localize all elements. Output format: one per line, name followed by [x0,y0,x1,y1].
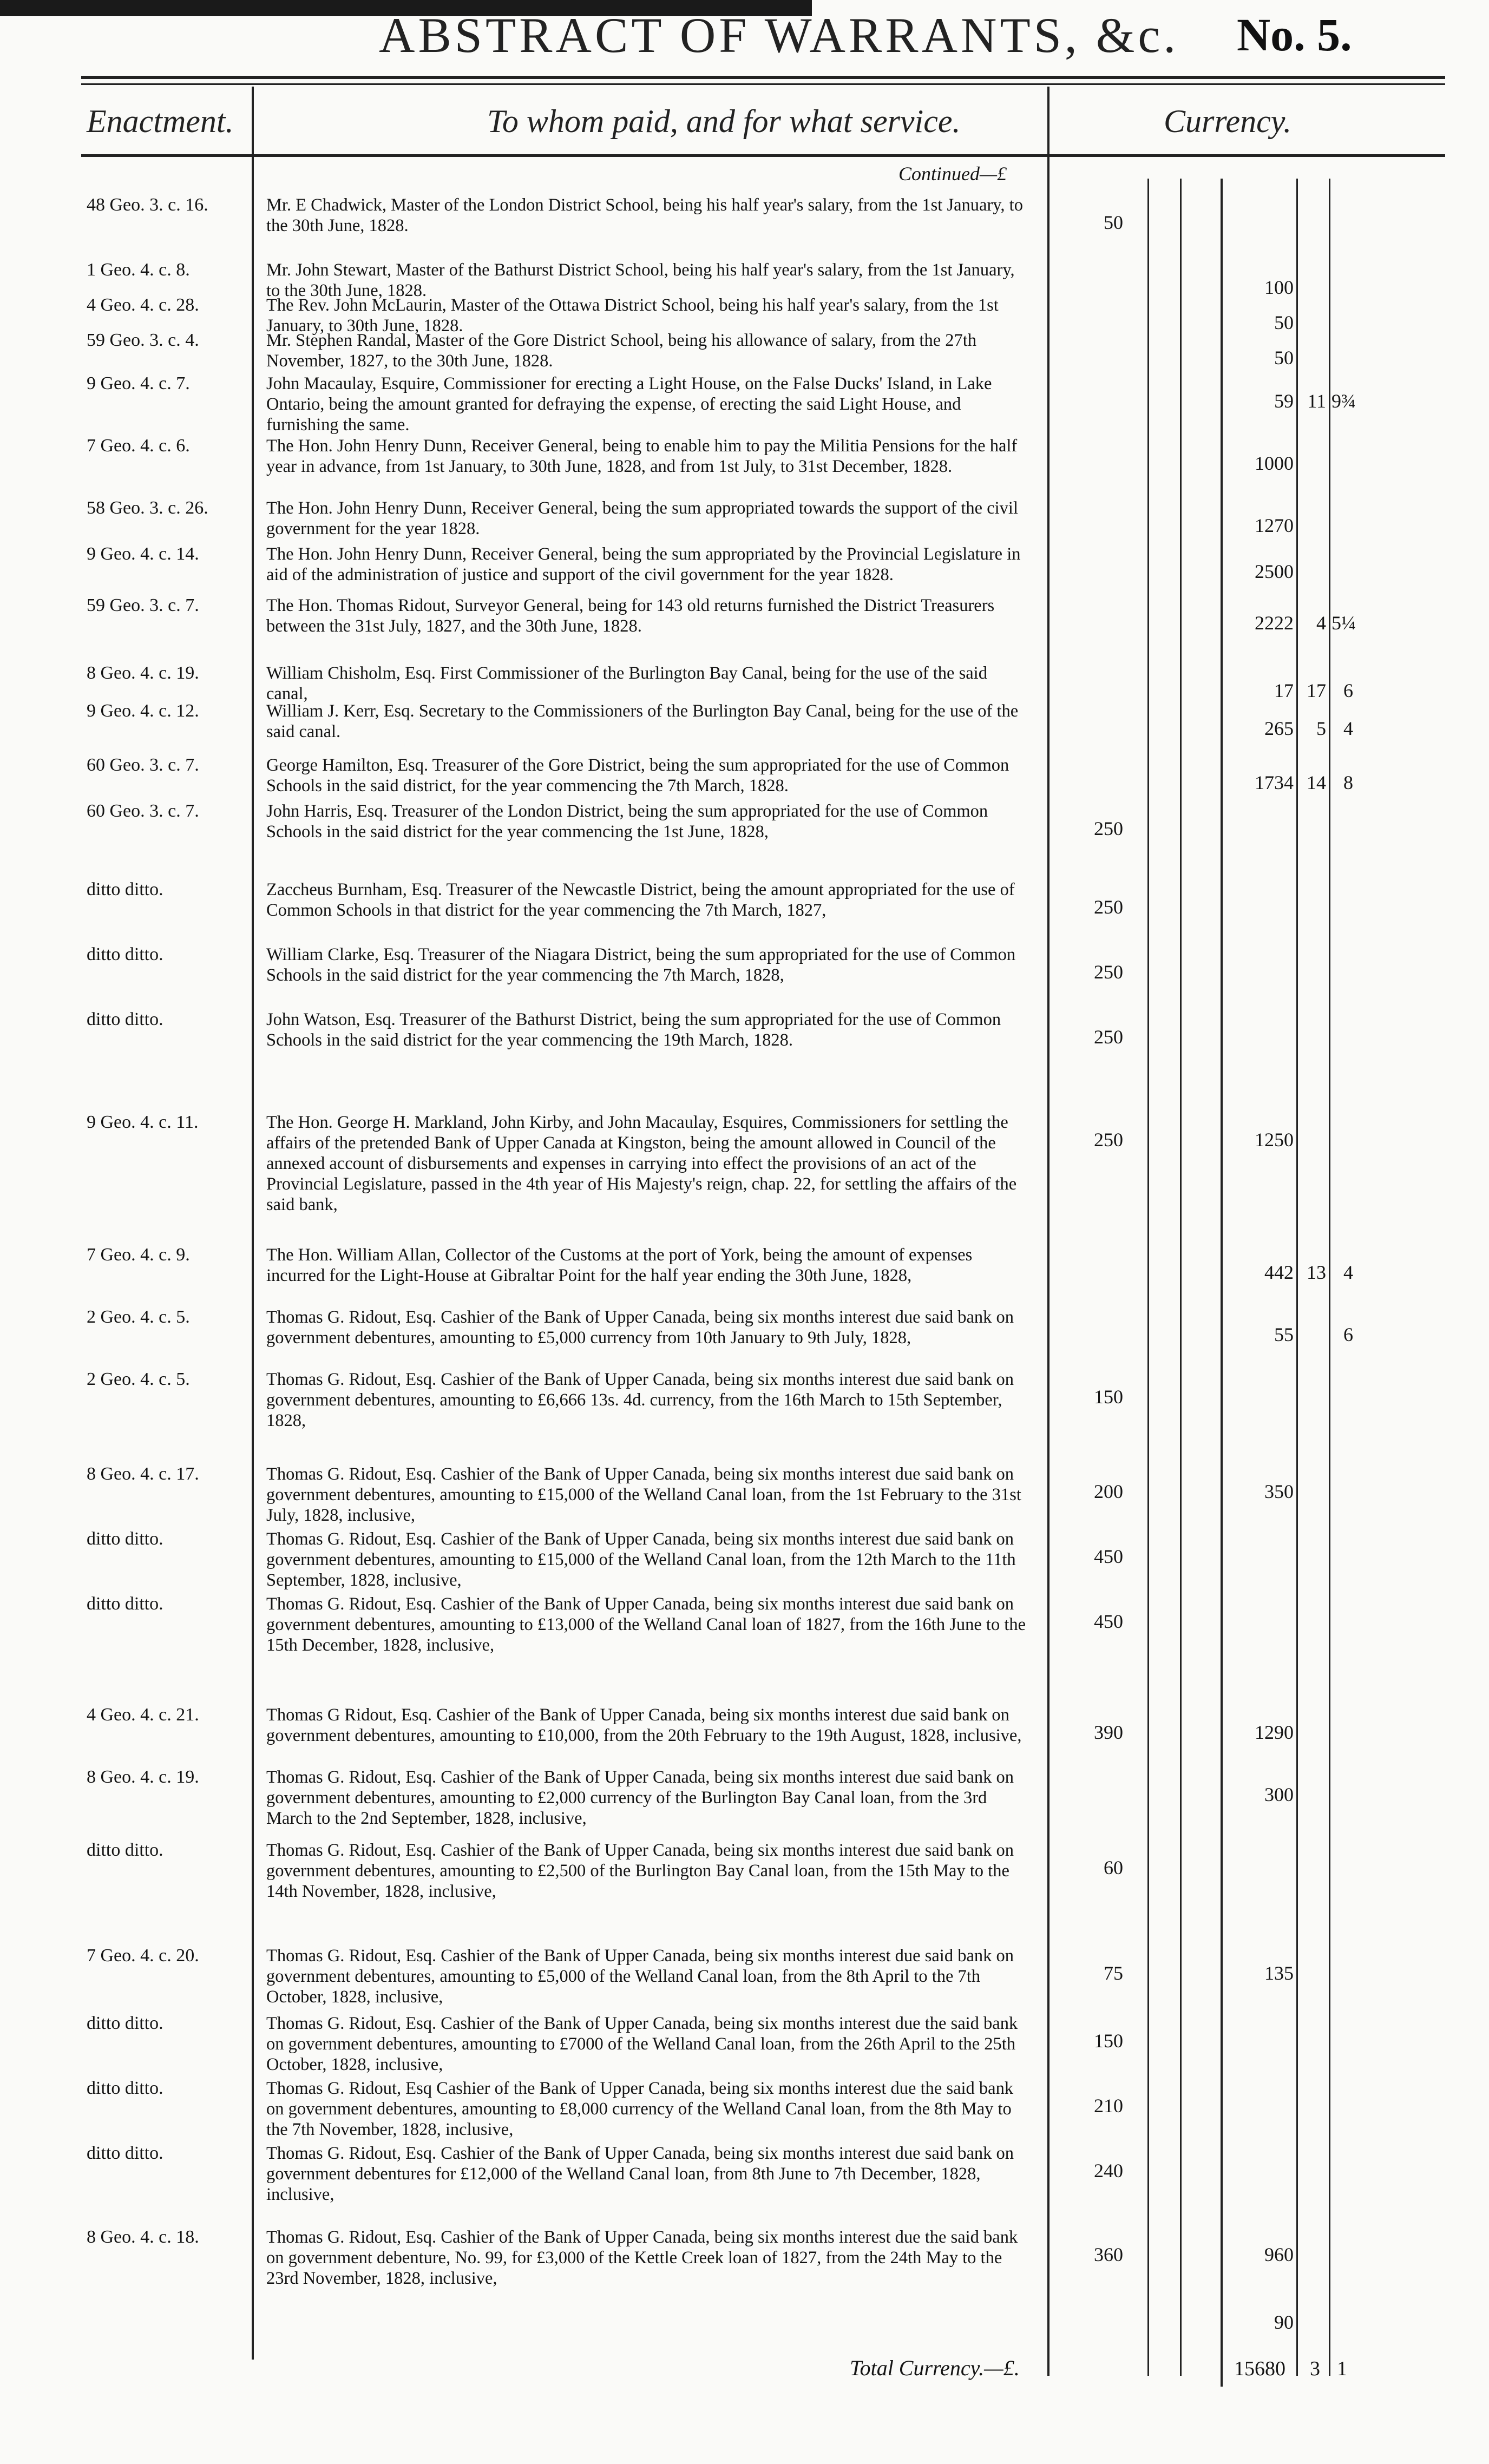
enactment-cell: ditto ditto. [87,2013,163,2033]
enactment-cell: 4 Geo. 4. c. 28. [87,295,199,315]
description-cell: Thomas G. Ridout, Esq. Cashier of the Bank of Upper Canada, being six months interest due said bank on government debentures, amounting to £5,000 of the Welland Canal loan, from the 8th April to the 7th October, 1828, inclusive, [266,1946,1014,2007]
description-cell: The Hon. George H. Markland, John Kirby, and John Macaulay, Esquires, Commissioners for settling the affairs of the pretended Bank of Upper Canada at Kingston, being the amount allowed in Council of the annexed account of disbursements and expenses in carrying into effect the provisions of an act of the Provincial Legislature, passed in the 4th year of His Majesty's reign, chap. 22, for settling the affairs of the said bank, [266,1113,1017,1214]
enactment-cell: 8 Geo. 4. c. 19. [87,663,199,683]
amount-a2: 300 [1264,1784,1294,1805]
description-cell: John Harris, Esq. Treasurer of the London District, being the sum appropriated for the use of Common Schools in the said district for the year commencing the 1st June, 1828, [266,801,988,842]
amount-a1: 200 [1094,1481,1123,1502]
description-cell: William J. Kerr, Esq. Secretary to the Commissioners of the Burlington Bay Canal, being for the use of the said canal. [266,701,1019,741]
total-shillings: 3 [1310,2357,1320,2380]
amount-a1: 50 [1104,212,1123,233]
description-cell: Thomas G. Ridout, Esq. Cashier of the Bank of Upper Canada, being six months interest due said bank on government debentures, amounting to £13,000 of the Welland Canal loan of 1827, from the 16th June to the 15th December, 1828, inclusive, [266,1594,1026,1655]
column-divider-2 [1047,87,1049,2376]
description-cell: John Watson, Esq. Treasurer of the Bathurst District, being the sum appropriated for the use of Common Schools in the said district for the year commencing the 19th March, 1828. [266,1010,1001,1050]
enactment-cell: 59 Geo. 3. c. 4. [87,330,199,350]
description-cell: William Clarke, Esq. Treasurer of the Niagara District, being the sum appropriated for the use of Common Schools in the said district for the year commencing the 7th March, 1828, [266,945,1016,985]
amount-a2: 50 [1274,312,1294,333]
amount-a2: 50 [1274,347,1294,369]
description-cell: Mr. John Stewart, Master of the Bathurst District School, being his half year's salary, from the 1st January, to the 30th June, 1828. [266,260,1015,300]
enactment-cell: 8 Geo. 4. c. 18. [87,2227,199,2247]
description-cell: The Hon. John Henry Dunn, Receiver General, being the sum appropriated by the Provincial Legislature in aid of the administration of justice and support of the civil government for the year 1828. [266,544,1021,584]
enactment-cell: ditto ditto. [87,1009,163,1029]
description-cell: Thomas G Ridout, Esq. Cashier of the Bank of Upper Canada, being six months interest due said bank on government debentures, amounting to £10,000, from the 20th February to the 19th August, 1828, inclusive, [266,1705,1022,1745]
column-divider-6 [1296,179,1298,2376]
amount-a1: 75 [1104,1962,1123,1984]
description-cell: Thomas G. Ridout, Esq. Cashier of the Bank of Upper Canada, being six months interest due said bank on government debentures, amounting to £5,000 currency from 10th January to 9th July, 1828, [266,1307,1014,1348]
header-rule-top-2 [81,83,1445,85]
amount-a1: 250 [1094,818,1123,839]
description-cell: The Hon. Thomas Ridout, Surveyor General, being for 143 old returns furnished the District Treasurers between the 31st July, 1827, and the 30th June, 1828. [266,596,995,636]
description-cell: Thomas G. Ridout, Esq. Cashier of the Bank of Upper Canada, being six months interest due the said bank on government debentures, amounting to £7000 of the Welland Canal loan, from the 26th April to the 25th October, 1828, inclusive, [266,2014,1018,2074]
amount-a2: 1734 [1255,772,1294,793]
amount-a4: 9¾ [1331,390,1356,412]
page-title: ABSTRACT OF WARRANTS, &c. [379,8,1179,63]
enactment-cell: ditto ditto. [87,2143,163,2163]
description-cell: Thomas G. Ridout, Esq. Cashier of the Bank of Upper Canada, being six months interest due said bank on government debentures, amounting to £15,000 of the Welland Canal loan, from the 12th March to the 11th September, 1828, inclusive, [266,1529,1016,1590]
description-cell: Thomas G. Ridout, Esq. Cashier of the Bank of Upper Canada, being six months interest due said bank on government debentures, amounting to £15,000 of the Welland Canal loan, from the 1st February to the 31st July, 1828, inclusive, [266,1464,1021,1525]
amount-a2: 960 [1264,2244,1294,2265]
enactment-cell: 58 Geo. 3. c. 26. [87,498,208,518]
amount-a4: 8 [1343,772,1353,793]
total-pence: 1 [1337,2357,1347,2380]
amount-a3: 13 [1307,1261,1326,1283]
enactment-cell: 9 Geo. 4. c. 7. [87,373,190,393]
amount-a4: 4 [1343,1261,1353,1283]
amount-a1: 450 [1094,1611,1123,1632]
enactment-cell: 9 Geo. 4. c. 14. [87,544,199,564]
description-cell: Mr. E Chadwick, Master of the London District School, being his half year's salary, from the 1st January, to the 30th June, 1828. [266,195,1023,235]
enactment-cell: 7 Geo. 4. c. 6. [87,436,190,456]
page-number: No. 5. [1237,9,1352,61]
amount-a2: 59 [1274,390,1294,412]
amount-a3: 4 [1316,612,1326,634]
enactment-cell: 9 Geo. 4. c. 11. [87,1112,199,1132]
amount-a1: 60 [1104,1857,1123,1878]
amount-a2: 135 [1264,1962,1294,1984]
amount-a2: 2500 [1255,561,1294,582]
description-cell: William Chisholm, Esq. First Commissioner of the Burlington Bay Canal, being for the use of the said canal, [266,663,987,704]
description-cell: George Hamilton, Esq. Treasurer of the Gore District, being the sum appropriated for the use of Common Schools in the said district, for the year commencing the 7th March, 1828. [266,755,1009,796]
description-cell: John Macaulay, Esquire, Commissioner for erecting a Light House, on the False Ducks' Island, in Lake Ontario, being the amount granted for defraying the expense, of erecting the said Light House, and furnishing the same. [266,374,992,435]
continued-label: Continued—£ [898,163,1007,185]
amount-a2: 350 [1264,1481,1294,1502]
amount-a1: 210 [1094,2095,1123,2117]
enactment-cell: 8 Geo. 4. c. 17. [87,1464,199,1484]
description-cell: The Rev. John McLaurin, Master of the Ottawa District School, being his half year's salary, from the 1st January, to 30th June, 1828. [266,295,999,336]
column-divider-1 [252,87,254,2360]
column-divider-5 [1221,179,1223,2387]
column-divider-4 [1180,179,1182,2376]
amount-a1: 250 [1094,961,1123,983]
amount-a2: 2222 [1255,612,1294,634]
column-divider-7 [1329,179,1330,2376]
enactment-cell: ditto ditto. [87,1529,163,1549]
enactment-cell: 60 Geo. 3. c. 7. [87,755,199,775]
description-cell: Thomas G. Ridout, Esq Cashier of the Bank of Upper Canada, being six months interest due the said bank on government debentures, amounting to £8,000 currency of the Welland Canal loan, from the 8th May to the 7th November, 1828, inclusive, [266,2079,1014,2139]
amount-a4: 4 [1343,718,1353,739]
enactment-cell: ditto ditto. [87,1594,163,1614]
enactment-cell: 7 Geo. 4. c. 9. [87,1245,190,1265]
col-header-paid: To whom paid, and for what service. [487,103,961,139]
total-label: Total Currency.—£. [850,2356,1020,2380]
enactment-cell: ditto ditto. [87,1840,163,1860]
enactment-cell: 1 Geo. 4. c. 8. [87,260,190,280]
amount-a1: 250 [1094,1026,1123,1048]
enactment-cell: 4 Geo. 4. c. 21. [87,1705,199,1725]
description-cell: The Hon. John Henry Dunn, Receiver General, being the sum appropriated towards the support of the civil government for the year 1828. [266,498,1018,538]
enactment-cell: 7 Geo. 4. c. 20. [87,1946,199,1966]
description-cell: Mr. Stephen Randal, Master of the Gore District School, being his allowance of salary, from the 27th November, 1827, to the 30th June, 1828. [266,331,977,371]
amount-a2: 17 [1274,680,1294,701]
description-cell: Thomas G. Ridout, Esq. Cashier of the Bank of Upper Canada, being six months interest due said bank on government debentures, amounting to £2,000 currency of the Burlington Bay Canal loan, from the 3rd March to the 2nd September, 1828, inclusive, [266,1767,1014,1828]
amount-a2: 442 [1264,1261,1294,1283]
amount-a2: 1250 [1255,1129,1294,1151]
enactment-cell: 59 Geo. 3. c. 7. [87,595,199,615]
header-rule-bottom [81,154,1445,157]
amount-a3: 14 [1307,772,1326,793]
amount-a1: 390 [1094,1721,1123,1743]
amount-a2: 1000 [1255,452,1294,474]
amount-a1: 150 [1094,2030,1123,2052]
col-header-currency: Currency. [1164,103,1292,139]
amount-a2: 1270 [1255,515,1294,536]
amount-a2: 100 [1264,277,1294,298]
amount-a3: 11 [1307,390,1326,412]
enactment-cell: 2 Geo. 4. c. 5. [87,1307,190,1327]
enactment-cell: 9 Geo. 4. c. 12. [87,701,199,721]
description-cell: The Hon. John Henry Dunn, Receiver General, being to enable him to pay the Militia Pensions for the half year in advance, from 1st January, to 30th June, 1828, and from 1st July, to 31st December, 1828. [266,436,1018,476]
enactment-cell: 8 Geo. 4. c. 19. [87,1767,199,1787]
header-rule-top [81,76,1445,79]
amount-a2: 265 [1264,718,1294,739]
description-cell: Zaccheus Burnham, Esq. Treasurer of the Newcastle District, being the amount appropriated for the use of Common Schools in that district for the year commencing the 7th March, 1827, [266,880,1015,920]
col-header-enactment: Enactment. [87,103,234,139]
amount-a2: 55 [1274,1324,1294,1345]
enactment-cell: ditto ditto. [87,2078,163,2098]
description-cell: Thomas G. Ridout, Esq. Cashier of the Bank of Upper Canada, being six months interest due said bank on government debentures, amounting to £6,666 13s. 4d. currency, from the 16th March to 15th September, 1828, [266,1370,1014,1430]
amount-a1: 250 [1094,1129,1123,1151]
amount-a2: 1290 [1255,1721,1294,1743]
enactment-cell: 2 Geo. 4. c. 5. [87,1369,190,1389]
amount-a4: 6 [1343,1324,1353,1345]
enactment-cell: 60 Geo. 3. c. 7. [87,801,199,821]
amount-a1: 360 [1094,2244,1123,2265]
enactment-cell: ditto ditto. [87,944,163,964]
enactment-cell: 48 Geo. 3. c. 16. [87,195,208,215]
amount-a1: 150 [1094,1386,1123,1408]
amount-a3: 17 [1307,680,1326,701]
enactment-cell: ditto ditto. [87,879,163,899]
description-cell: Thomas G. Ridout, Esq. Cashier of the Bank of Upper Canada, being six months interest due the said bank on government debenture, No. 99, for £3,000 of the Kettle Creek loan of 1827, from the 24th May to the 23rd November, 1828, inclusive, [266,2228,1018,2288]
amount-a4: 5¼ [1331,612,1356,634]
column-divider-3 [1147,179,1149,2376]
description-cell: Thomas G. Ridout, Esq. Cashier of the Bank of Upper Canada, being six months interest due said bank on government debentures, amounting to £2,500 of the Burlington Bay Canal loan, from the 15th May to the 14th November, 1828, inclusive, [266,1841,1014,1901]
amount-a4: 6 [1343,680,1353,701]
amount-a3: 5 [1316,718,1326,739]
amount-last-subtotal: 90 [1274,2311,1294,2333]
amount-a1: 450 [1094,1546,1123,1567]
description-cell: The Hon. William Allan, Collector of the Customs at the port of York, being the amount of expenses incurred for the Light-House at Gibraltar Point for the half year ending the 30th June, 1828, [266,1245,973,1285]
description-cell: Thomas G. Ridout, Esq. Cashier of the Bank of Upper Canada, being six months interest due said bank on government debentures for £12,000 of the Welland Canal loan, from 8th June to 7th December, 1828, inclusive, [266,2144,1014,2204]
amount-a1: 240 [1094,2160,1123,2182]
amount-a1: 250 [1094,896,1123,918]
total-pounds: 15680 [1234,2357,1285,2380]
